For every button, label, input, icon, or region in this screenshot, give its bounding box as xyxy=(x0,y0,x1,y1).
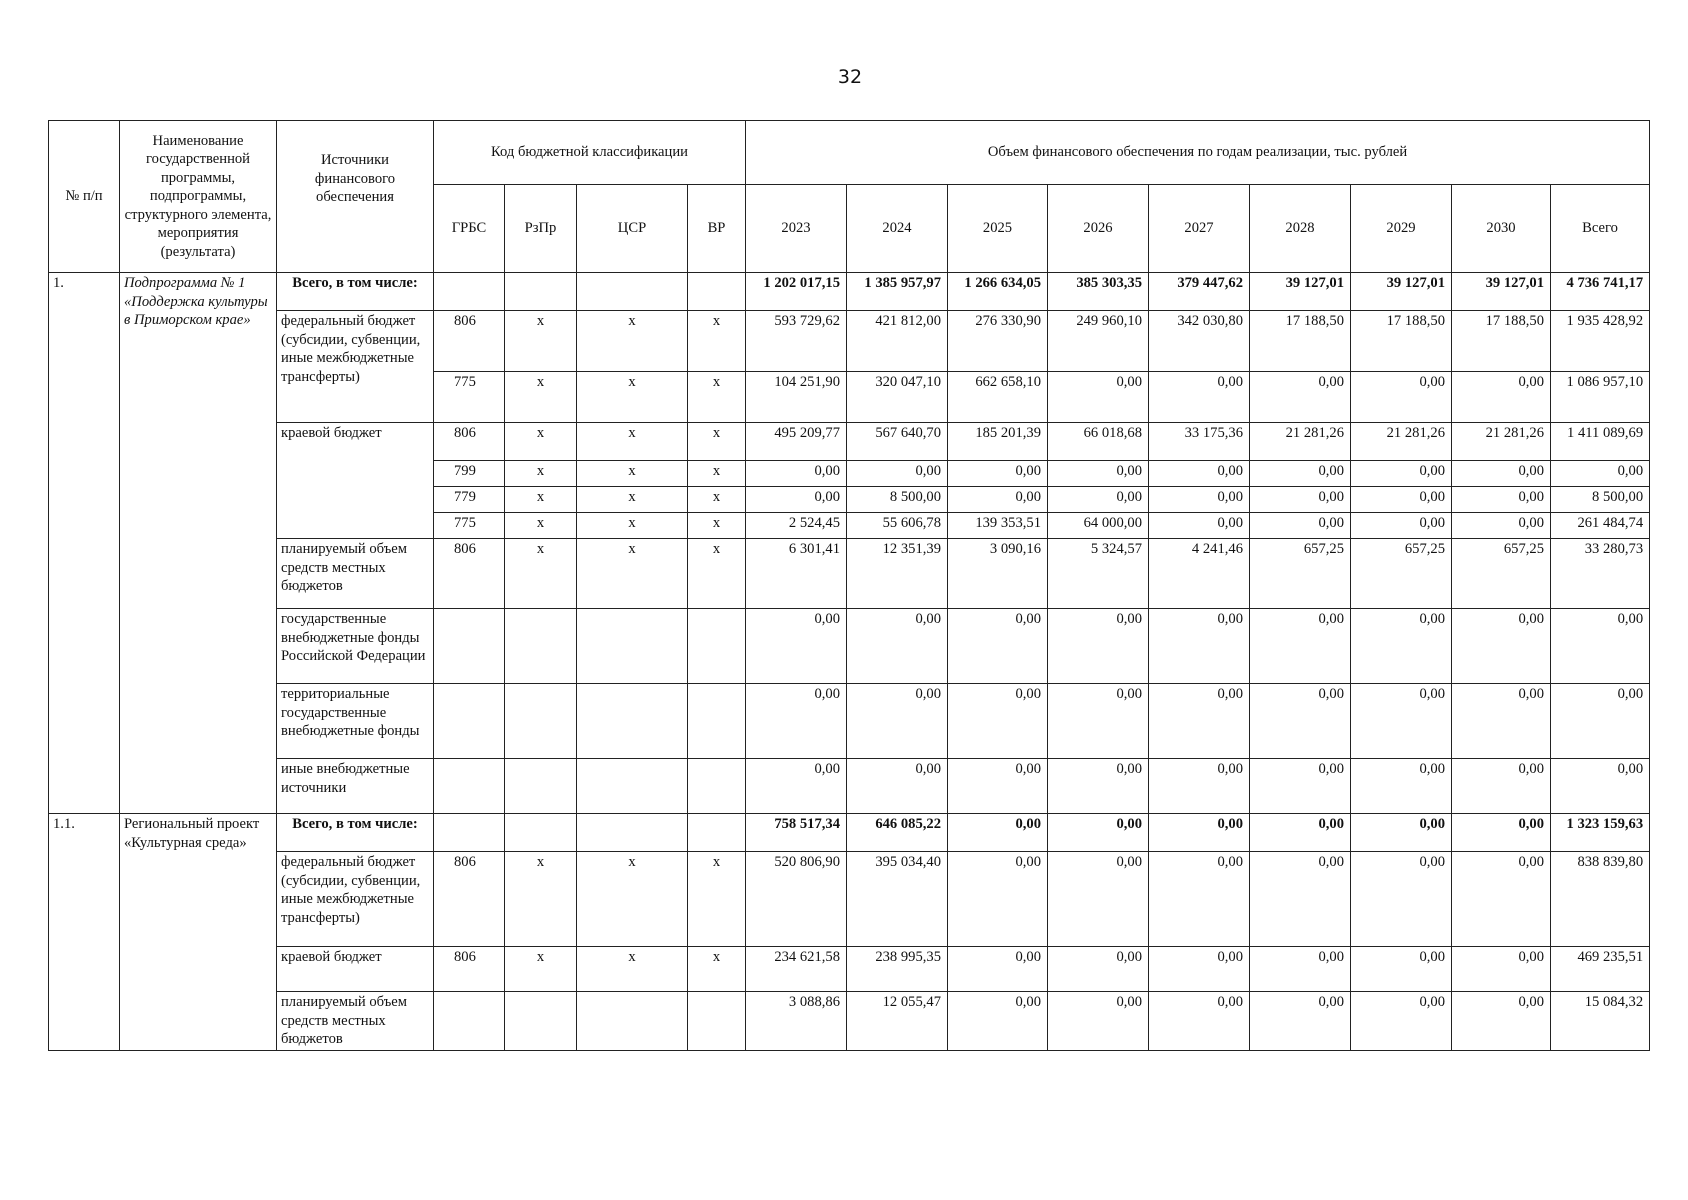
cell-vr: x xyxy=(688,372,746,423)
cell-value: 0,00 xyxy=(1452,461,1551,487)
table-row xyxy=(49,992,1650,1051)
source-regional: краевой бюджет xyxy=(277,947,434,992)
cell-grbs: 806 xyxy=(434,423,505,461)
cell-value: 1 086 957,10 xyxy=(1551,372,1650,423)
cell-value: 0,00 xyxy=(1452,947,1551,992)
cell-value: 379 447,62 xyxy=(1149,273,1250,311)
cell-value: 4 241,46 xyxy=(1149,539,1250,609)
cell-value: 0,00 xyxy=(1149,759,1250,814)
cell-value: 234 621,58 xyxy=(746,947,847,992)
cell-vr: x xyxy=(688,461,746,487)
cell-rzpr xyxy=(505,609,577,684)
cell-value: 0,00 xyxy=(1250,487,1351,513)
cell-csr: x xyxy=(577,311,688,372)
cell-value: 657,25 xyxy=(1250,539,1351,609)
cell-value: 0,00 xyxy=(1149,684,1250,759)
cell-value: 2 524,45 xyxy=(746,513,847,539)
source-state-funds: государственные внебюджетные фонды Российской Федерации xyxy=(277,609,434,684)
cell-value: 0,00 xyxy=(1250,684,1351,759)
cell-vr: x xyxy=(688,852,746,947)
cell-value: 0,00 xyxy=(1250,461,1351,487)
cell-vr: x xyxy=(688,539,746,609)
cell-csr: x xyxy=(577,487,688,513)
source-federal: федеральный бюджет (субсидии, субвенции, иные межбюджетные трансферты) xyxy=(277,311,434,423)
cell-value: 3 088,86 xyxy=(746,992,847,1051)
cell-value: 0,00 xyxy=(1351,814,1452,852)
table-row xyxy=(49,947,1650,992)
header-sources: Источники финансового обеспечения xyxy=(277,121,434,273)
cell-value: 276 330,90 xyxy=(948,311,1048,372)
cell-vr xyxy=(688,684,746,759)
cell-value: 0,00 xyxy=(1048,372,1149,423)
header-year-4: 2027 xyxy=(1149,185,1250,273)
cell-vr: x xyxy=(688,947,746,992)
row-name: Подпрограмма № 1 «Поддержка культуры в Приморском крае» xyxy=(120,273,277,814)
row-number: 1. xyxy=(49,273,120,814)
cell-value: 0,00 xyxy=(1250,947,1351,992)
row-name: Региональный проект «Культурная среда» xyxy=(120,814,277,1051)
source-other: иные внебюджетные источники xyxy=(277,759,434,814)
cell-rzpr xyxy=(505,814,577,852)
cell-vr: x xyxy=(688,423,746,461)
header-year-3: 2026 xyxy=(1048,185,1149,273)
cell-value: 0,00 xyxy=(1048,814,1149,852)
cell-value: 66 018,68 xyxy=(1048,423,1149,461)
cell-value: 495 209,77 xyxy=(746,423,847,461)
cell-grbs: 806 xyxy=(434,539,505,609)
cell-value: 39 127,01 xyxy=(1452,273,1551,311)
cell-rzpr xyxy=(505,759,577,814)
cell-rzpr: x xyxy=(505,487,577,513)
table-row xyxy=(49,684,1650,759)
cell-grbs: 806 xyxy=(434,852,505,947)
cell-rzpr: x xyxy=(505,311,577,372)
cell-value: 0,00 xyxy=(1149,487,1250,513)
cell-value: 0,00 xyxy=(1351,487,1452,513)
cell-value: 593 729,62 xyxy=(746,311,847,372)
cell-value: 0,00 xyxy=(1351,852,1452,947)
header-volume: Объем финансового обеспечения по годам реализации, тыс. рублей xyxy=(746,121,1650,185)
cell-value: 8 500,00 xyxy=(1551,487,1650,513)
cell-value: 0,00 xyxy=(1452,372,1551,423)
cell-value: 567 640,70 xyxy=(847,423,948,461)
header-year-0: 2023 xyxy=(746,185,847,273)
cell-value: 0,00 xyxy=(1250,759,1351,814)
header-kbk: Код бюджетной классификации xyxy=(434,121,746,185)
cell-value: 0,00 xyxy=(1452,992,1551,1051)
cell-value: 0,00 xyxy=(1452,852,1551,947)
cell-value: 646 085,22 xyxy=(847,814,948,852)
cell-value: 662 658,10 xyxy=(948,372,1048,423)
cell-value: 0,00 xyxy=(948,609,1048,684)
cell-value: 0,00 xyxy=(847,461,948,487)
cell-value: 0,00 xyxy=(948,487,1048,513)
header-year-5: 2028 xyxy=(1250,185,1351,273)
table-row xyxy=(49,273,1650,311)
cell-value: 0,00 xyxy=(1351,759,1452,814)
cell-value: 0,00 xyxy=(1250,609,1351,684)
cell-rzpr: x xyxy=(505,513,577,539)
table-row xyxy=(49,539,1650,609)
cell-csr: x xyxy=(577,513,688,539)
cell-value: 469 235,51 xyxy=(1551,947,1650,992)
cell-value: 0,00 xyxy=(1452,814,1551,852)
cell-value: 0,00 xyxy=(1452,609,1551,684)
cell-value: 1 266 634,05 xyxy=(948,273,1048,311)
cell-value: 0,00 xyxy=(1149,947,1250,992)
cell-rzpr xyxy=(505,992,577,1051)
cell-value: 0,00 xyxy=(1452,513,1551,539)
cell-rzpr: x xyxy=(505,372,577,423)
cell-value: 0,00 xyxy=(1250,372,1351,423)
header-kbk-0: ГРБС xyxy=(434,185,505,273)
cell-value: 421 812,00 xyxy=(847,311,948,372)
cell-value: 0,00 xyxy=(1551,759,1650,814)
cell-value: 0,00 xyxy=(1351,513,1452,539)
cell-value: 395 034,40 xyxy=(847,852,948,947)
cell-value: 0,00 xyxy=(948,992,1048,1051)
source-total: Всего, в том числе: xyxy=(277,814,434,852)
header-year-7: 2030 xyxy=(1452,185,1551,273)
cell-value: 17 188,50 xyxy=(1452,311,1551,372)
cell-value: 0,00 xyxy=(1149,461,1250,487)
source-regional: краевой бюджет xyxy=(277,423,434,539)
cell-value: 0,00 xyxy=(1149,609,1250,684)
cell-value: 1 202 017,15 xyxy=(746,273,847,311)
cell-value: 1 323 159,63 xyxy=(1551,814,1650,852)
cell-rzpr: x xyxy=(505,539,577,609)
cell-grbs xyxy=(434,814,505,852)
cell-value: 0,00 xyxy=(1250,992,1351,1051)
cell-value: 0,00 xyxy=(746,461,847,487)
cell-value: 0,00 xyxy=(1048,759,1149,814)
table-header xyxy=(49,121,1650,273)
cell-value: 0,00 xyxy=(948,947,1048,992)
cell-value: 0,00 xyxy=(1351,947,1452,992)
cell-value: 0,00 xyxy=(1351,992,1452,1051)
cell-rzpr: x xyxy=(505,947,577,992)
cell-value: 6 301,41 xyxy=(746,539,847,609)
cell-value: 0,00 xyxy=(1048,609,1149,684)
cell-csr xyxy=(577,684,688,759)
cell-csr xyxy=(577,759,688,814)
cell-value: 8 500,00 xyxy=(847,487,948,513)
cell-value: 4 736 741,17 xyxy=(1551,273,1650,311)
cell-vr xyxy=(688,759,746,814)
cell-value: 385 303,35 xyxy=(1048,273,1149,311)
cell-rzpr: x xyxy=(505,461,577,487)
cell-value: 0,00 xyxy=(1351,609,1452,684)
cell-value: 657,25 xyxy=(1351,539,1452,609)
cell-value: 185 201,39 xyxy=(948,423,1048,461)
cell-value: 0,00 xyxy=(1351,372,1452,423)
cell-value: 0,00 xyxy=(948,814,1048,852)
cell-value: 17 188,50 xyxy=(1351,311,1452,372)
cell-value: 104 251,90 xyxy=(746,372,847,423)
cell-vr: x xyxy=(688,487,746,513)
cell-value: 0,00 xyxy=(1250,814,1351,852)
source-total: Всего, в том числе: xyxy=(277,273,434,311)
cell-value: 39 127,01 xyxy=(1250,273,1351,311)
cell-value: 0,00 xyxy=(1048,684,1149,759)
cell-value: 838 839,80 xyxy=(1551,852,1650,947)
cell-rzpr xyxy=(505,684,577,759)
cell-value: 64 000,00 xyxy=(1048,513,1149,539)
cell-value: 0,00 xyxy=(746,684,847,759)
source-federal: федеральный бюджет (субсидии, субвенции, иные межбюджетные трансферты) xyxy=(277,852,434,947)
cell-value: 0,00 xyxy=(1149,372,1250,423)
cell-value: 520 806,90 xyxy=(746,852,847,947)
cell-value: 0,00 xyxy=(746,609,847,684)
cell-value: 0,00 xyxy=(1149,852,1250,947)
cell-value: 39 127,01 xyxy=(1351,273,1452,311)
cell-value: 5 324,57 xyxy=(1048,539,1149,609)
cell-grbs xyxy=(434,684,505,759)
cell-csr xyxy=(577,992,688,1051)
cell-value: 657,25 xyxy=(1452,539,1551,609)
cell-value: 0,00 xyxy=(847,759,948,814)
cell-rzpr xyxy=(505,273,577,311)
table-row xyxy=(49,852,1650,947)
cell-csr: x xyxy=(577,461,688,487)
cell-value: 320 047,10 xyxy=(847,372,948,423)
cell-csr: x xyxy=(577,423,688,461)
cell-value: 0,00 xyxy=(1149,992,1250,1051)
cell-csr xyxy=(577,273,688,311)
cell-vr xyxy=(688,992,746,1051)
cell-vr xyxy=(688,273,746,311)
cell-vr: x xyxy=(688,513,746,539)
cell-value: 0,00 xyxy=(948,852,1048,947)
cell-value: 0,00 xyxy=(1149,513,1250,539)
cell-value: 0,00 xyxy=(746,487,847,513)
table-row xyxy=(49,423,1650,461)
cell-grbs: 806 xyxy=(434,947,505,992)
cell-value: 0,00 xyxy=(1351,684,1452,759)
header-year-1: 2024 xyxy=(847,185,948,273)
cell-csr: x xyxy=(577,372,688,423)
cell-value: 0,00 xyxy=(1551,461,1650,487)
header-kbk-2: ЦСР xyxy=(577,185,688,273)
row-number: 1.1. xyxy=(49,814,120,1051)
cell-grbs: 775 xyxy=(434,513,505,539)
source-territorial-funds: территориальные государственные внебюджетные фонды xyxy=(277,684,434,759)
cell-value: 0,00 xyxy=(746,759,847,814)
header-kbk-1: РзПр xyxy=(505,185,577,273)
cell-csr: x xyxy=(577,539,688,609)
cell-value: 0,00 xyxy=(1452,487,1551,513)
header-kbk-3: ВР xyxy=(688,185,746,273)
cell-value: 0,00 xyxy=(1048,992,1149,1051)
page-number: 32 xyxy=(837,66,863,88)
cell-value: 758 517,34 xyxy=(746,814,847,852)
cell-value: 0,00 xyxy=(1551,609,1650,684)
cell-value: 0,00 xyxy=(1351,461,1452,487)
cell-value: 12 351,39 xyxy=(847,539,948,609)
cell-grbs xyxy=(434,609,505,684)
cell-value: 1 385 957,97 xyxy=(847,273,948,311)
cell-value: 0,00 xyxy=(847,609,948,684)
cell-vr: x xyxy=(688,311,746,372)
cell-value: 0,00 xyxy=(1048,947,1149,992)
cell-value: 139 353,51 xyxy=(948,513,1048,539)
table-row xyxy=(49,759,1650,814)
cell-value: 1 935 428,92 xyxy=(1551,311,1650,372)
cell-value: 342 030,80 xyxy=(1149,311,1250,372)
cell-value: 0,00 xyxy=(1551,684,1650,759)
cell-value: 0,00 xyxy=(1149,814,1250,852)
table-row xyxy=(49,311,1650,372)
cell-vr xyxy=(688,814,746,852)
cell-csr xyxy=(577,609,688,684)
cell-grbs xyxy=(434,759,505,814)
cell-value: 1 411 089,69 xyxy=(1551,423,1650,461)
cell-value: 261 484,74 xyxy=(1551,513,1650,539)
budget-table xyxy=(48,120,1650,1051)
header-no: № п/п xyxy=(49,121,120,273)
cell-value: 0,00 xyxy=(1452,759,1551,814)
cell-value: 21 281,26 xyxy=(1351,423,1452,461)
cell-grbs: 806 xyxy=(434,311,505,372)
cell-vr xyxy=(688,609,746,684)
cell-value: 0,00 xyxy=(948,759,1048,814)
cell-value: 0,00 xyxy=(1250,513,1351,539)
cell-value: 249 960,10 xyxy=(1048,311,1149,372)
cell-value: 0,00 xyxy=(948,461,1048,487)
cell-rzpr: x xyxy=(505,852,577,947)
cell-value: 17 188,50 xyxy=(1250,311,1351,372)
cell-csr: x xyxy=(577,852,688,947)
cell-grbs xyxy=(434,992,505,1051)
cell-value: 15 084,32 xyxy=(1551,992,1650,1051)
cell-value: 33 175,36 xyxy=(1149,423,1250,461)
cell-csr: x xyxy=(577,947,688,992)
header-year-6: 2029 xyxy=(1351,185,1452,273)
cell-value: 3 090,16 xyxy=(948,539,1048,609)
table-row xyxy=(49,814,1650,852)
cell-grbs: 799 xyxy=(434,461,505,487)
cell-value: 33 280,73 xyxy=(1551,539,1650,609)
cell-value: 21 281,26 xyxy=(1452,423,1551,461)
table-row xyxy=(49,609,1650,684)
cell-grbs: 779 xyxy=(434,487,505,513)
header-year-2: 2025 xyxy=(948,185,1048,273)
source-local: планируемый объем средств местных бюджетов xyxy=(277,992,434,1051)
cell-value: 12 055,47 xyxy=(847,992,948,1051)
cell-grbs xyxy=(434,273,505,311)
cell-value: 0,00 xyxy=(1048,852,1149,947)
cell-rzpr: x xyxy=(505,423,577,461)
source-local: планируемый объем средств местных бюджетов xyxy=(277,539,434,609)
cell-value: 0,00 xyxy=(948,684,1048,759)
cell-value: 0,00 xyxy=(847,684,948,759)
table-body xyxy=(49,273,1650,1051)
header-year-8: Всего xyxy=(1551,185,1650,273)
cell-value: 21 281,26 xyxy=(1250,423,1351,461)
cell-value: 238 995,35 xyxy=(847,947,948,992)
cell-csr xyxy=(577,814,688,852)
cell-value: 0,00 xyxy=(1452,684,1551,759)
cell-value: 0,00 xyxy=(1048,487,1149,513)
header-name: Наименование государственной программы, подпрограммы, структурного элемента, мероприятия (результата) xyxy=(120,121,277,273)
cell-grbs: 775 xyxy=(434,372,505,423)
cell-value: 0,00 xyxy=(1048,461,1149,487)
cell-value: 0,00 xyxy=(1250,852,1351,947)
cell-value: 55 606,78 xyxy=(847,513,948,539)
